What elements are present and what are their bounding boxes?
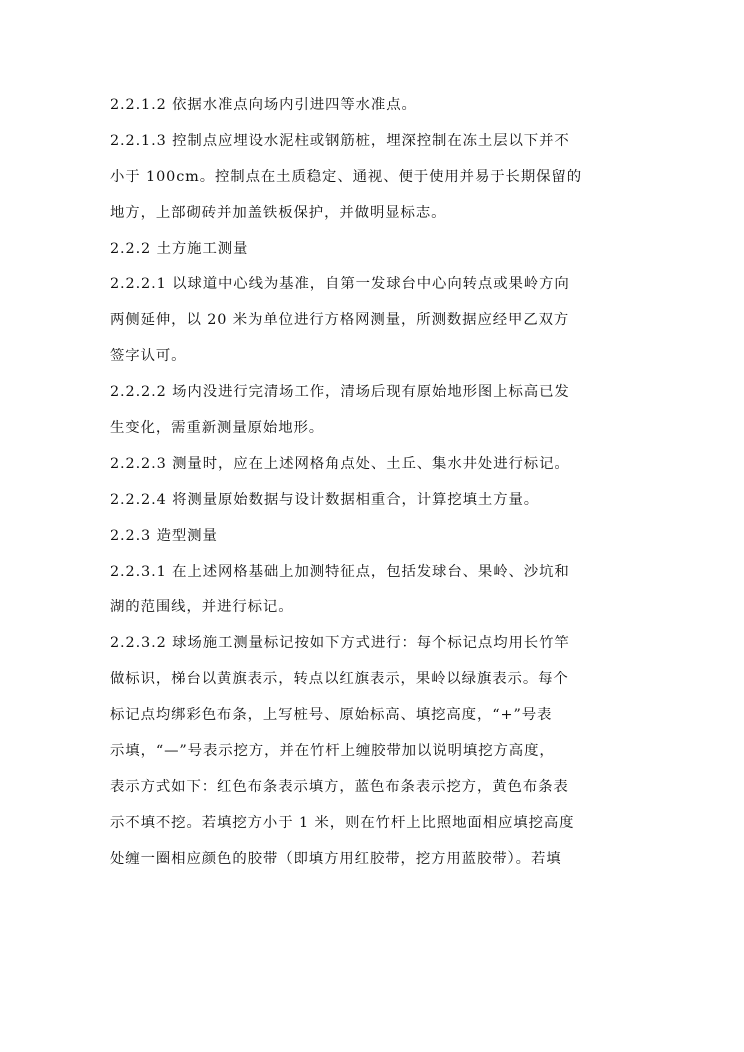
paragraph-2-2-1-2: [110, 88, 635, 124]
text-line: 示不填不挖。若填挖方小于 1 米，则在竹杆上比照地面相应填挖高度: [110, 814, 575, 831]
text-line: 2.2.2.3 测量时，应在上述网格角点处、土丘、集水井处进行标记。: [110, 455, 570, 472]
section-heading-2-2-3: [110, 519, 635, 555]
text-line: 湖的范围线，并进行标记。: [110, 599, 294, 616]
paragraph-2-2-1-3: [110, 124, 635, 232]
paragraph-2-2-2-4: [110, 483, 635, 519]
text-line: 示填，“—”号表示挖方，并在竹杆上缠胶带加以说明填挖方高度，: [110, 743, 555, 760]
text-line: 生变化，需重新测量原始地形。: [110, 420, 325, 437]
paragraph-2-2-3-2: [110, 626, 635, 877]
text-line: 2.2.2.2 场内没进行完清场工作，清场后现有原始地形图上标高已发: [110, 384, 570, 401]
text-line: 标记点均绑彩色布条，上写桩号、原始标高、填挖高度，“+”号表: [110, 707, 553, 724]
text-line: 处缠一圈相应颜色的胶带（即填方用红胶带，挖方用蓝胶带）。若填: [110, 850, 562, 867]
document-body: [110, 88, 635, 878]
text-line: 2.2.1.3 控制点应埋设水泥柱或钢筋桩，埋深控制在冻土层以下并不: [110, 132, 570, 149]
text-line: 2.2.2.1 以球道中心线为基准，自第一发球台中心向转点或果岭方向: [110, 276, 570, 293]
section-heading-2-2-2: [110, 232, 635, 268]
text-line: 2.2.3.1 在上述网格基础上加测特征点，包括发球台、果岭、沙坑和: [110, 563, 570, 580]
text-line: 地方，上部砌砖并加盖铁板保护，并做明显标志。: [110, 204, 447, 221]
paragraph-2-2-3-1: [110, 555, 635, 627]
text-line: 做标识，梯台以黄旗表示，转点以红旗表示，果岭以绿旗表示。每个: [110, 671, 569, 688]
heading-line: 2.2.2 土方施工测量: [110, 240, 249, 257]
heading-line: 2.2.3 造型测量: [110, 527, 218, 544]
text-line: 2.2.2.4 将测量原始数据与设计数据相重合，计算挖填土方量。: [110, 491, 540, 508]
paragraph-2-2-2-1: [110, 267, 635, 375]
text-line: 2.2.1.2 依据水准点向场内引进四等水准点。: [110, 97, 417, 113]
paragraph-2-2-2-2: [110, 375, 635, 447]
text-line: 表示方式如下：红色布条表示填方，蓝色布条表示挖方，黄色布条表: [110, 778, 569, 795]
text-line: 签字认可。: [110, 348, 187, 365]
text-line: 小于 100cm。控制点在土质稳定、通视、便于使用并易于长期保留的: [110, 168, 582, 185]
paragraph-2-2-2-3: [110, 447, 635, 483]
text-line: 2.2.3.2 球场施工测量标记按如下方式进行：每个标记点均用长竹竿: [110, 635, 570, 652]
text-line: 两侧延伸，以 20 米为单位进行方格网测量，所测数据应经甲乙双方: [110, 312, 570, 329]
